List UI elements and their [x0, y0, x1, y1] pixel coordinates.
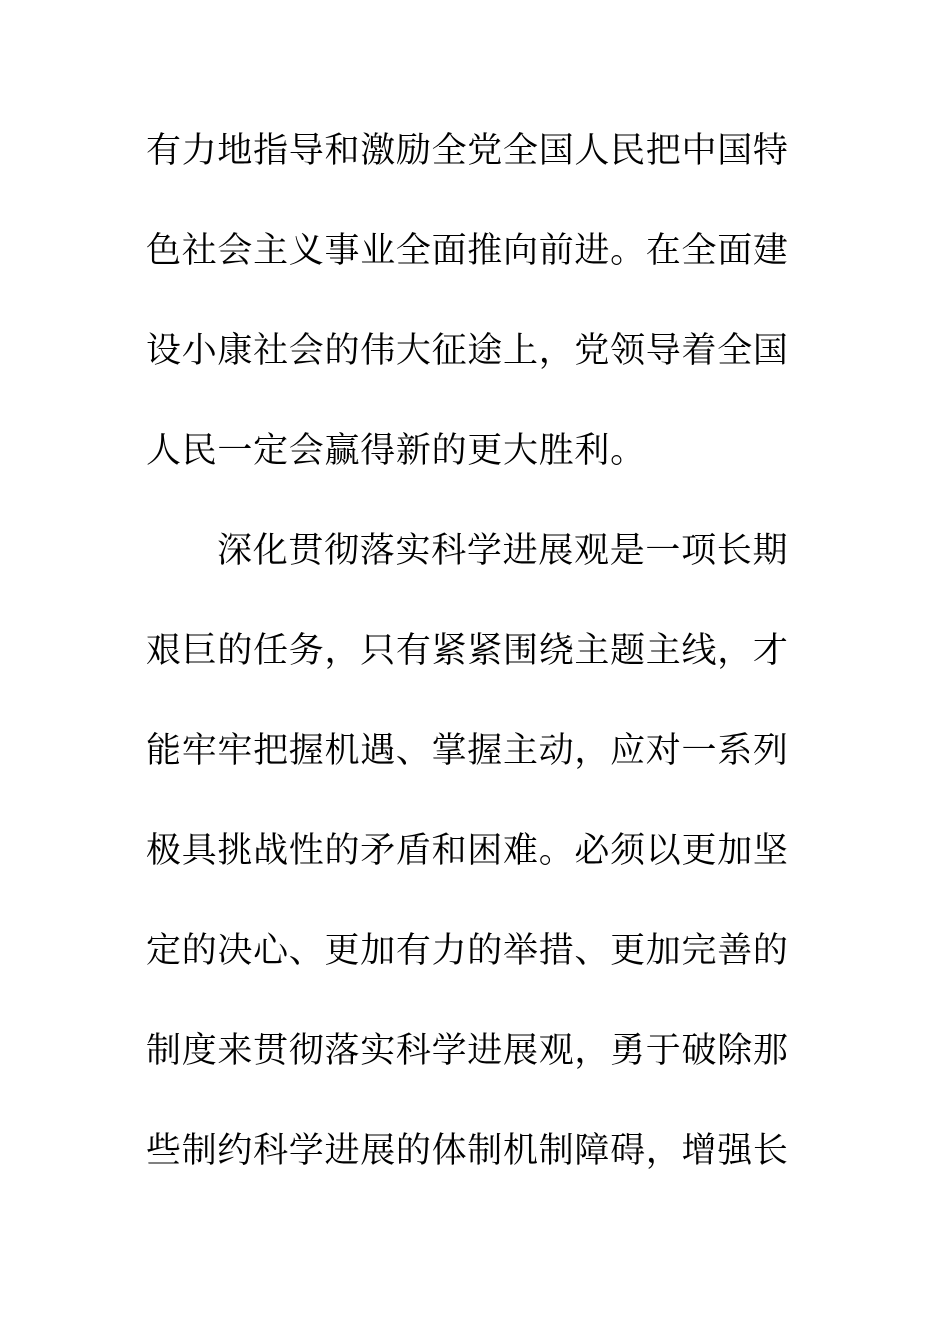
paragraph-first-line: 深化贯彻落实科学进展观是一项长期 — [217, 531, 789, 571]
text-line: 定的决心、更加有力的举措、更加完善的 — [146, 931, 789, 971]
text-line: 有力地指导和激励全党全国人民把中国特 — [146, 131, 789, 171]
text-line: 些制约科学进展的体制机制障碍，增强长 — [146, 1131, 789, 1171]
text-line: 极具挑战性的矛盾和困难。必须以更加坚 — [146, 831, 789, 871]
text-line: 制度来贯彻落实科学进展观，勇于破除那 — [146, 1031, 789, 1071]
text-line: 设小康社会的伟大征途上，党领导着全国 — [146, 331, 789, 371]
text-line: 人民一定会赢得新的更大胜利。 — [146, 431, 646, 471]
text-line: 色社会主义事业全面推向前进。在全面建 — [146, 231, 789, 271]
text-line: 能牢牢把握机遇、掌握主动，应对一系列 — [146, 731, 789, 771]
text-line: 艰巨的任务，只有紧紧围绕主题主线，才 — [146, 631, 789, 671]
